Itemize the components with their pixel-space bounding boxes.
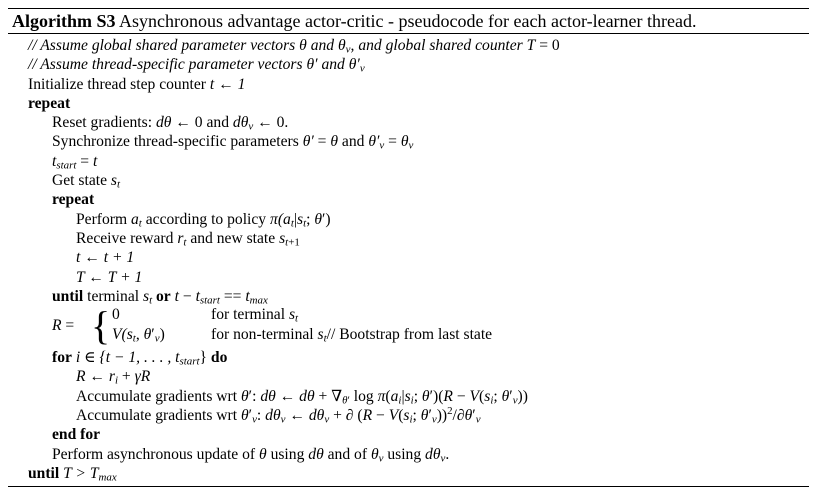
line-perform-action: Perform $a_t$ according to policy $\pi(a_t|s_t$; θ′) [76, 210, 331, 230]
line-comment-global: // Assume global shared parameter vectors θ and $\theta_v$, and global shared counter T = 0 [28, 37, 560, 56]
line-until-Tmax: until $T > T_{max}$ [28, 464, 117, 484]
line-t-increment: t ← t + 1 [76, 249, 135, 267]
return-cases [8, 303, 809, 349]
line-receive-reward: Receive reward $r_t$ and new state $s_{t+1}$ [76, 229, 300, 249]
line-init-counter: Initialize thread step counter t ← 1 [28, 75, 246, 93]
case-value-nonterminal: $V(s_t$, $\theta'_v$) [112, 326, 165, 345]
return-lhs: R = [52, 317, 75, 335]
keyword-repeat-inner: repeat [52, 191, 95, 209]
bottom-rule [8, 486, 809, 487]
keyword-repeat-outer: repeat [28, 94, 71, 112]
algorithm-body [8, 34, 809, 486]
line-comment-thread: // Assume thread-specific parameter vectors θ′ and $\theta'_v$ [28, 56, 365, 76]
cases-brace: { [91, 303, 111, 349]
line-accumulate-policy: Accumulate gradients wrt θ′: dθ ← $d\theta + \nabla_{\theta'}$ $\log \pi(a_i|s_i$; $\theta')(R - V(s_i$; $\theta'_v$)) [76, 387, 528, 407]
line-get-state: Get state $s_t$ [52, 172, 120, 191]
line-until-terminal: until terminal $s_t$ or $t - t_{start} == t_{max}$ [52, 287, 268, 307]
line-synchronize: Synchronize thread-specific parameters θ′ = θ and $\theta'_v = \theta_v$ [52, 133, 414, 153]
case-condition-nonterminal: for non-terminal $s_t//$ Bootstrap from last state [211, 326, 493, 345]
algorithm-box [8, 8, 809, 487]
line-accumulate-value: Accumulate gradients wrt $\theta'_v$: $d\theta_v$ ← $d\theta_v$ + ∂ ($R - V(s_i$; $\theta'_v))^2/\partial\theta'_v$ [76, 404, 481, 426]
line-t-start: $t_{start} = t$ [52, 152, 98, 172]
line-async-update: Perform asynchronous update of θ using dθ and of $\theta_v$ using $d\theta_v$. [52, 445, 450, 465]
case-condition-terminal: for terminal $s_t$ [211, 306, 299, 325]
line-reset-gradients: Reset gradients: dθ ← 0 and $d\theta_v$ ← 0. [52, 114, 289, 133]
line-return-update: R ← $r_i + \gamma R$ [76, 368, 151, 388]
algorithm-caption [8, 9, 809, 33]
keyword-end-for: end for [52, 426, 101, 444]
case-value-terminal: 0 [112, 306, 120, 324]
algorithm-title: Asynchronous advantage actor-critic - pseudocode for each actor-learner thread. [119, 11, 697, 31]
algorithm-label: Algorithm S3 [12, 11, 116, 31]
line-T-increment: T ← T + 1 [76, 268, 143, 286]
line-for-loop: for i ∈ {t − 1, . . . , $t_{start}$} do [52, 349, 228, 368]
